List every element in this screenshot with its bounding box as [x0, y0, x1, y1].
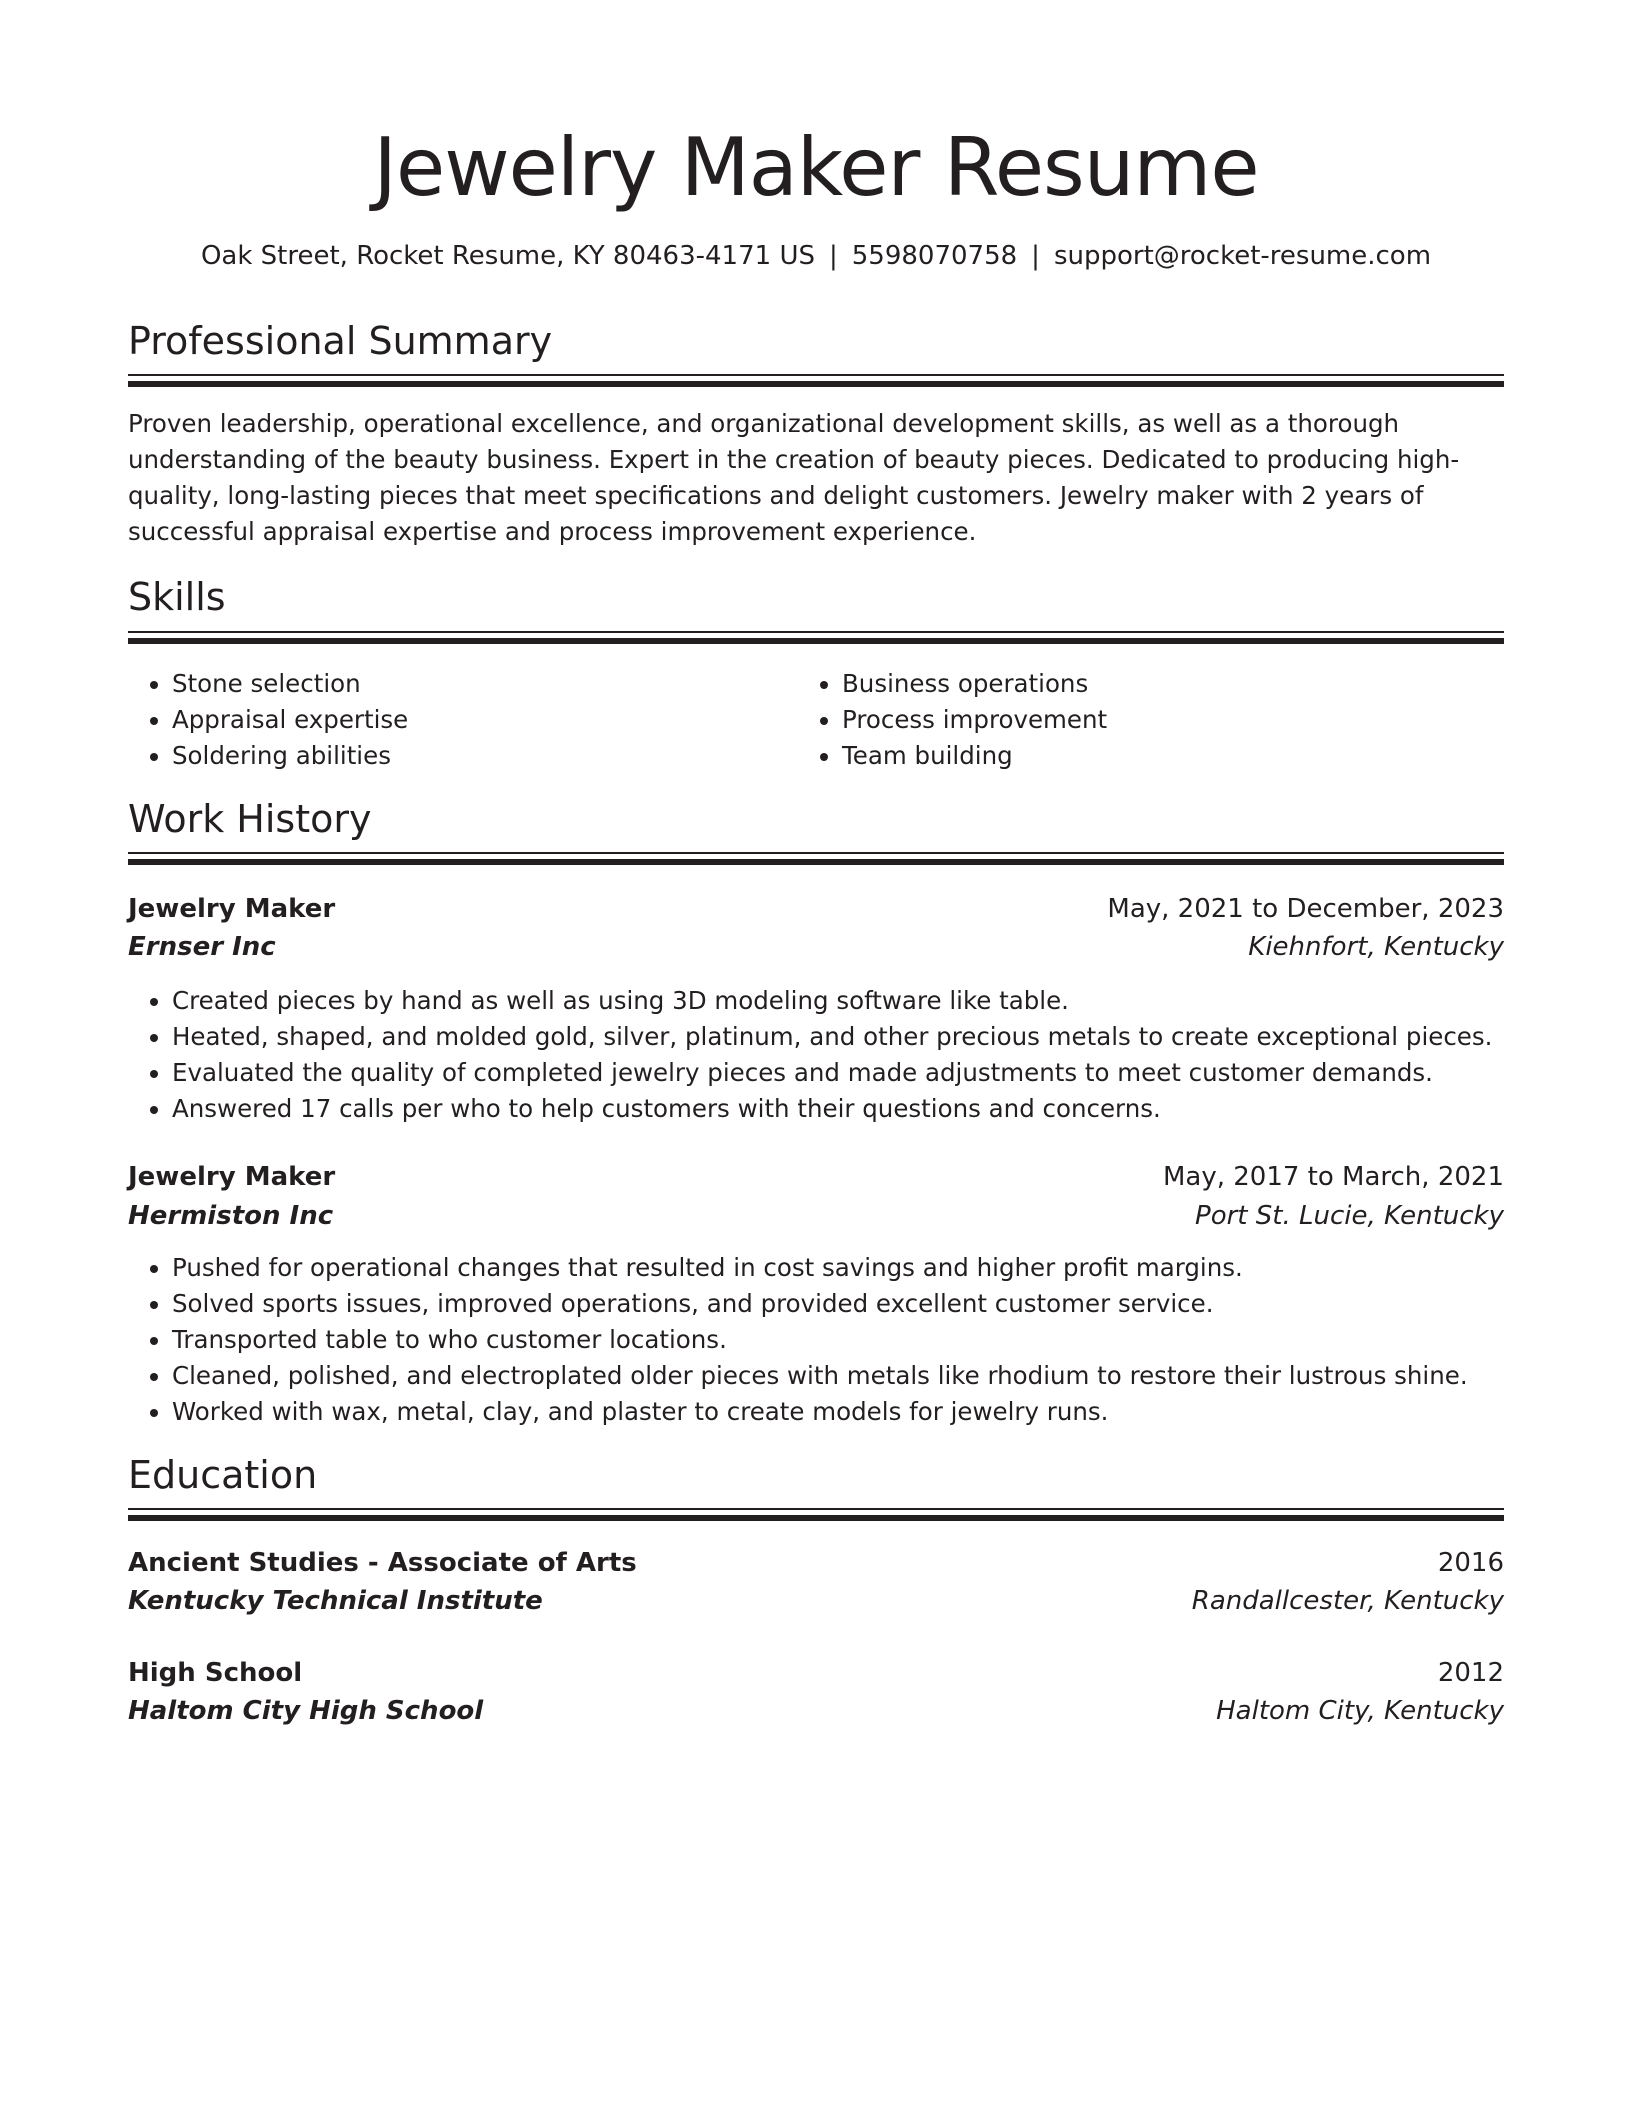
education-subheader: [128, 1582, 1504, 1620]
contact-separator: |: [828, 241, 838, 271]
section-heading-education: Education: [128, 1453, 318, 1497]
contact-email[interactable]: support@rocket-resume.com: [1053, 241, 1432, 271]
section-divider: [128, 381, 1504, 387]
job-bullet: • Created pieces by hand as well as using 3D modeling software like table.: [172, 983, 1504, 1019]
job-bullet: • Answered 17 calls per who to help customers with their questions and concerns.: [172, 1091, 1504, 1127]
education-subheader: [128, 1692, 1504, 1730]
education-location: Haltom City, Kentucky: [1216, 1696, 1504, 1726]
job-header: [128, 890, 1504, 928]
contact-line: [128, 236, 1504, 276]
job-bullet: • Solved sports issues, improved operations, and provided excellent customer service.: [172, 1286, 1504, 1322]
skill-item: • Team building: [842, 738, 1442, 774]
contact-phone[interactable]: 5598070758: [851, 241, 1018, 271]
job-header: [128, 1158, 1504, 1196]
education-header: [128, 1544, 1504, 1582]
job-subheader: [128, 1197, 1504, 1235]
job-bullet: • Cleaned, polished, and electroplated older pieces with metals like rhodium to restore their lustrous shine.: [172, 1358, 1504, 1394]
job-bullets: [128, 983, 1504, 1127]
section-divider: [128, 859, 1504, 865]
education-header: [128, 1654, 1504, 1692]
job-location: Port St. Lucie, Kentucky: [1195, 1201, 1504, 1231]
section-heading-work-history: Work History: [128, 797, 372, 841]
job-title: Jewelry Maker: [128, 894, 336, 924]
job-company: Ernser Inc: [128, 932, 276, 962]
contact-separator: |: [1031, 241, 1040, 271]
skill-item: • Soldering abilities: [172, 738, 772, 774]
education-location: Randallcester, Kentucky: [1191, 1586, 1504, 1616]
skill-item: • Appraisal expertise: [172, 702, 772, 738]
job-dates: May, 2017 to March, 2021: [1162, 1162, 1504, 1192]
skills-list-left: [128, 666, 772, 774]
job-location: Kiehnfort, Kentucky: [1248, 932, 1504, 962]
skill-item: • Stone selection: [172, 666, 772, 702]
resume-title: Jewelry Maker Resume: [373, 121, 1259, 214]
section-heading-summary: Professional Summary: [128, 319, 553, 363]
section-divider: [128, 1515, 1504, 1521]
job-bullet: • Worked with wax, metal, clay, and plaster to create models for jewelry runs.: [172, 1394, 1504, 1430]
education-year: 2016: [1437, 1548, 1504, 1578]
section-heading-skills: Skills: [128, 575, 226, 619]
skills-list-right: [798, 666, 1442, 774]
education-year: 2012: [1437, 1658, 1504, 1688]
education-school: Haltom City High School: [128, 1696, 484, 1726]
section-divider: [128, 631, 1504, 633]
section-divider: [128, 638, 1504, 644]
skill-item: • Business operations: [842, 666, 1442, 702]
job-subheader: [128, 928, 1504, 966]
education-school: Kentucky Technical Institute: [128, 1586, 543, 1616]
job-bullet: • Evaluated the quality of completed jewelry pieces and made adjustments to meet customer demands.: [172, 1055, 1504, 1091]
education-degree: High School: [128, 1658, 303, 1688]
education-degree: Ancient Studies - Associate of Arts: [128, 1548, 637, 1578]
contact-address: Oak Street, Rocket Resume, KY 80463-4171 US: [200, 241, 815, 271]
section-divider: [128, 374, 1504, 376]
job-bullets: [128, 1250, 1504, 1430]
job-company: Hermiston Inc: [128, 1201, 334, 1231]
job-bullet: • Pushed for operational changes that resulted in cost savings and higher profit margins.: [172, 1250, 1504, 1286]
section-divider: [128, 1508, 1504, 1510]
job-bullet: • Heated, shaped, and molded gold, silver, platinum, and other precious metals to create exceptional pieces.: [172, 1019, 1504, 1055]
section-divider: [128, 852, 1504, 854]
job-dates: May, 2021 to December, 2023: [1107, 894, 1504, 924]
job-bullet: • Transported table to who customer locations.: [172, 1322, 1504, 1358]
job-title: Jewelry Maker: [128, 1162, 336, 1192]
skill-item: • Process improvement: [842, 702, 1442, 738]
summary-text: Proven leadership, operational excellence, and organizational development skills, as well as a thorough understanding of the beauty business. Expert in the creation of beauty pieces. Dedicated to producing high-quality, long-lasting pieces that meet specifications and delight customers. Jewelry maker with 2 years of successful appraisal expertise and process improvement experience.: [128, 409, 1460, 546]
